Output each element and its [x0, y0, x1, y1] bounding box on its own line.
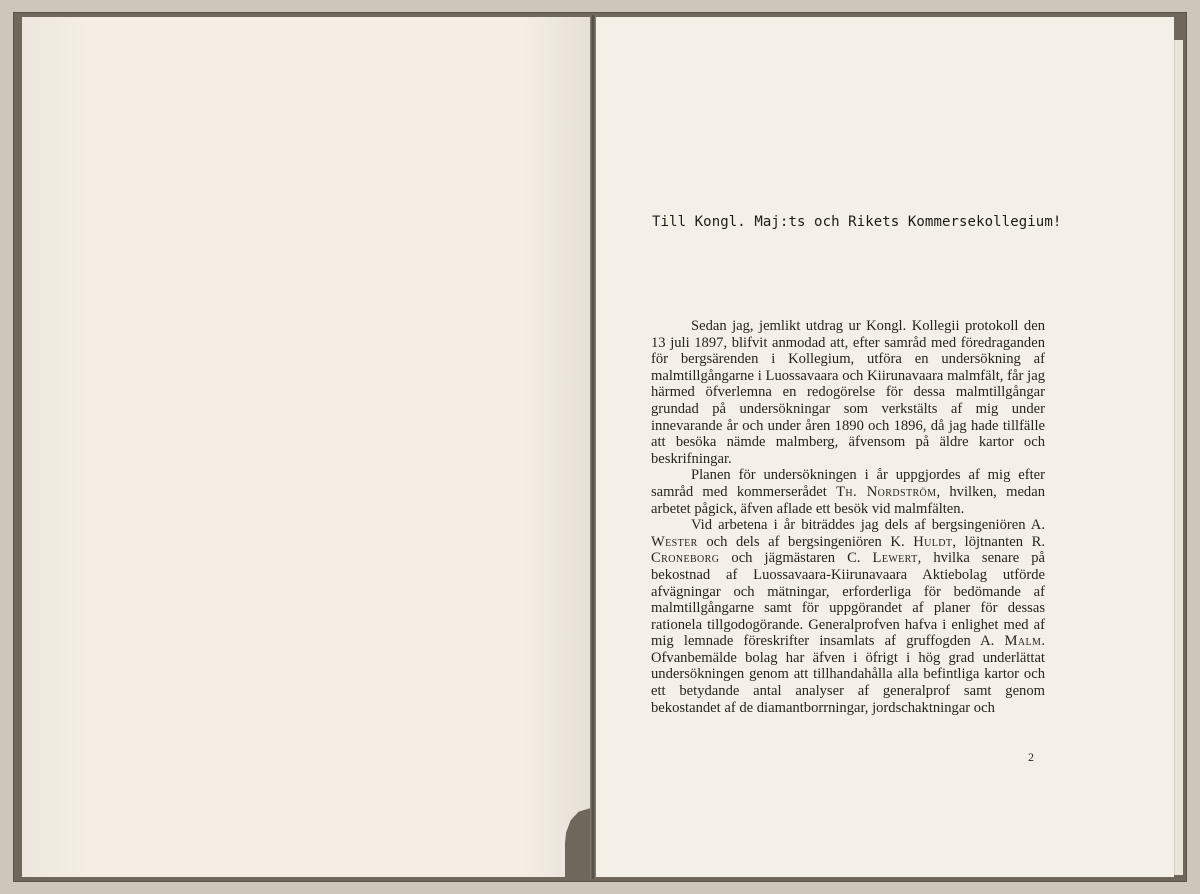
paragraph [651, 517, 1045, 716]
paragraph-text: , hvilka senare på bekostnad af Luossavaara-Kiirunavaara Aktiebolag utförde afvägningar och mätningar, erforderliga för bedömande af malmtillgångarne samt för uppgörandet af planer för dessas rationela tillgodogörande. Generalprofven hafva i enlighet med af mig lemnade föreskrifter insamlats af gruffogden A. [651, 550, 1045, 650]
person-name: Huldt [913, 533, 953, 550]
paragraph [651, 467, 1045, 517]
paragraph-text: Sedan jag, jemlikt utdrag ur Kongl. Kollegii protokoll den 13 juli 1897, blifvit anmodad att, efter samråd med föredraganden för bergsärenden i Kollegium, utföra en undersökning af malmtillgångarne i Luossavaara och Kiirunavaara malmfält, får jag härmed öfverlemna en redogörelse för dessa malmtillgångar grundad på undersökningar som verkstälts af mig under innevarande år och under åren 1890 och 1896, då jag hade tillfälle att besöka nämde malmberg, äfvensom på äldre kartor och beskrifningar. [651, 318, 1045, 467]
paragraph-text: och jägmästaren C. [719, 550, 873, 567]
paragraph-text: Vid arbetena i år biträddes jag dels af bergsingeniören A. [691, 517, 1045, 534]
paragraph-text: , hvilken, medan arbetet pågick, äfven aflade ett besök vid malmfälten. [651, 483, 1045, 517]
person-name: Wester [651, 533, 698, 550]
person-name: Malm [1004, 633, 1042, 650]
page-number: 2 [1028, 750, 1034, 764]
person-name: Lewert [872, 550, 918, 567]
paragraph-text: , löjtnanten R. [952, 533, 1045, 550]
paragraph-text: . Ofvanbemälde bolag har äfven i öfrigt i hög grad underlättat undersökningen genom att tillhandahålla alla befintliga kartor och ett betydande antal analyser af generalprof samt genom bekostandet af de diamantborrningar, jordschaktningar och [651, 633, 1045, 716]
person-name: Th. Nordström [836, 483, 937, 500]
paragraph [651, 318, 1045, 467]
left-page-shading [22, 17, 590, 877]
letter-body [651, 318, 1045, 716]
paragraph-text: och dels af bergsingeniören K. [697, 533, 914, 550]
letter-heading: Till Kongl. Maj:ts och Rikets Kommersekollegium! [652, 214, 1062, 230]
person-name: Croneborg [651, 550, 720, 567]
left-page [22, 17, 590, 877]
paragraph-text: Planen för undersökningen i år uppgjordes af mig efter samråd med kommerserådet [651, 467, 1045, 500]
page-edge [1174, 40, 1183, 875]
